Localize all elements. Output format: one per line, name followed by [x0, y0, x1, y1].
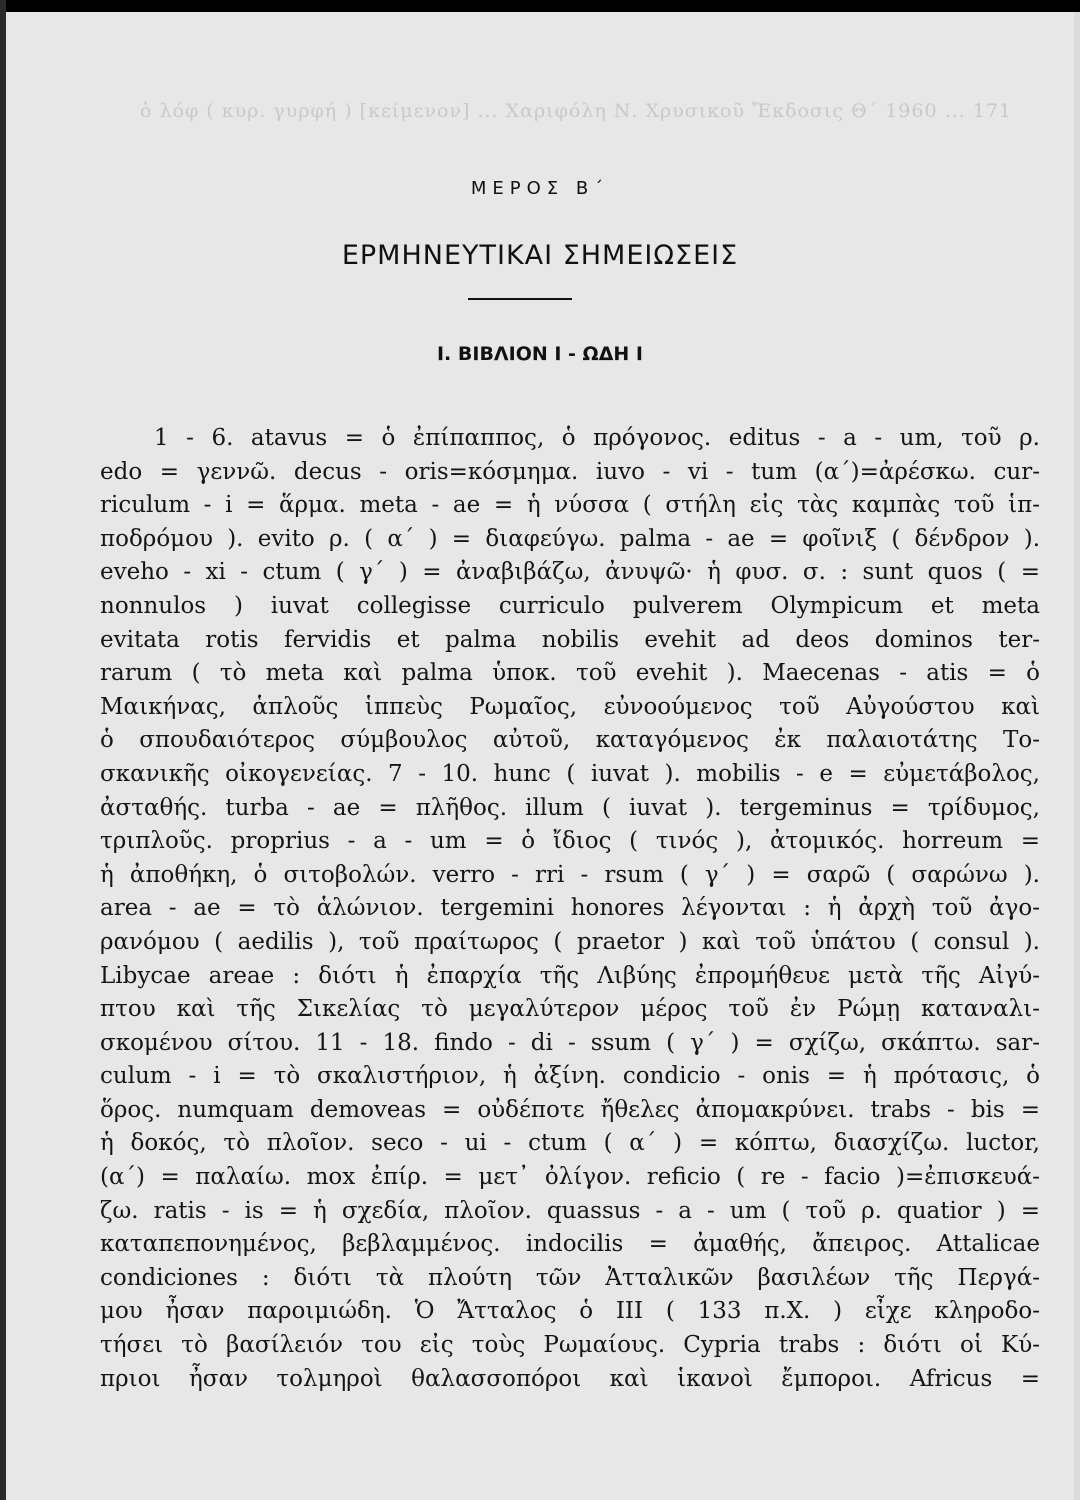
text-line: riculum - i = ἅρμα. meta - ae = ἡ νύσσα ( στήλη εἰς τὰς καμπὰς τοῦ ἱπ-	[100, 492, 1040, 519]
text-line: πτου καὶ τῆς Σικελίας τὸ μεγαλύτερον μέρος τοῦ ἐν Ρώμῃ καταναλι-	[100, 996, 1040, 1023]
text-line: nonnulos ) iuvat collegisse curriculo pulverem Olympicum et meta	[100, 592, 1040, 619]
text-line: ἡ ἀποθήκη, ὁ σιτοβολών. verro - rri - rsum ( γ΄ ) = σαρῶ ( σαρώνω ).	[100, 861, 1040, 888]
text-line: 1 - 6. atavus = ὁ ἐπίπαππος, ὁ πρόγονος. editus - a - um, τοῦ ρ.	[154, 425, 1040, 451]
text-line: τήσει τὸ βασίλειόν του εἰς τοὺς Ρωμαίους. Cypria trabs : διότι οἱ Κύ-	[100, 1332, 1040, 1359]
scan-top-edge	[0, 0, 1080, 12]
text-line: ζω. ratis - is = ἡ σχεδία, πλοῖον. quassus - a - um ( τοῦ ρ. quatior ) =	[100, 1197, 1040, 1224]
commentary-body	[100, 422, 1040, 1396]
text-line: σκανικῆς οἰκογενείας. 7 - 10. hunc ( iuvat ). mobilis - e = εὐμετάβολος,	[100, 760, 1040, 787]
text-line: ὅρος. numquam demoveas = οὐδέποτε ἤθελες ἀπομακρύνει. trabs - bis =	[100, 1096, 1040, 1123]
text-line: πριοι ἦσαν τολμηροὶ θαλασσοπόροι καὶ ἱκανοὶ ἔμποροι. Africus =	[100, 1365, 1040, 1392]
text-line: ἀσταθής. turba - ae = πλῆθος. illum ( iuvat ). tergeminus = τρίδυμος,	[100, 794, 1040, 821]
text-line: ἡ δοκός, τὸ πλοῖον. seco - ui - ctum ( α΄ ) = κόπτω, διασχίζω. luctor,	[100, 1130, 1040, 1157]
text-line: eveho - xi - ctum ( γ΄ ) = ἀναβιβάζω, ἀνυψῶ· ἡ φυσ. σ. : sunt quos ( =	[100, 559, 1040, 586]
part-title: ΜΕΡΟΣ Β΄	[470, 178, 610, 199]
text-line: ποδρόμου ). evito ρ. ( α΄ ) = διαφεύγω. palma - ae = φοῖνιξ ( δένδρον ).	[100, 525, 1040, 552]
section-title: Ι. ΒΙΒΛΙΟΝ Ι - ΩΔΗ Ι	[436, 343, 643, 365]
text-line: culum - i = τὸ σκαλιστήριον, ἡ ἀξίνη. condicio - onis = ἡ πρότασις, ὁ	[100, 1063, 1040, 1090]
main-title: ΕΡΜΗΝΕΥΤΙΚΑΙ ΣΗΜΕΙΩΣΕΙΣ	[341, 240, 739, 271]
text-line: area - ae = τὸ ἁλώνιον. tergemini honores λέγονται : ἡ ἀρχὴ τοῦ ἀγο-	[100, 895, 1040, 922]
text-line: condiciones : διότι τὰ πλούτη τῶν Ἀτταλικῶν βασιλέων τῆς Περγά-	[100, 1264, 1040, 1291]
title-divider	[468, 298, 572, 300]
text-line: Μαικήνας, ἁπλοῦς ἱππεὺς Ρωμαῖος, εὐνοούμενος τοῦ Αὐγούστου καὶ	[100, 693, 1040, 720]
text-line: edo = γεννῶ. decus - oris=κόσμημα. iuvo - vi - tum (α΄)=ἀρέσκω. cur-	[100, 458, 1040, 485]
text-line: ὁ σπουδαιότερος σύμβουλος αὐτοῦ, καταγόμενος ἐκ παλαιοτάτης Το-	[100, 727, 1040, 754]
bleed-through-text: ὁ λόφ ( κυρ. γυρφή ) [κείμενον] ... Χαριφόλη Ν. Χρυσικοῦ Ἔκδοσις Θ΄ 1960 ... 171	[140, 100, 1013, 122]
text-line: evitata rotis fervidis et palma nobilis evehit ad deos dominos ter-	[100, 626, 1040, 653]
text-line: Libycae areae : διότι ἡ ἐπαρχία τῆς Λιβύης ἐπρομήθευε μετὰ τῆς Αἰγύ-	[100, 962, 1040, 989]
text-line: καταπεπονημένος, βεβλαμμένος. indocilis = ἀμαθής, ἄπειρος. Attalicae	[100, 1231, 1040, 1258]
text-line: μου ἦσαν παροιμιώδη. Ὁ Ἄτταλος ὁ ΙΙΙ ( 133 π.Χ. ) εἶχε κληροδο-	[100, 1298, 1040, 1325]
text-line: (α΄) = παλαίω. mox ἐπίρ. = μετ᾽ ὀλίγον. reficio ( re - facio )=ἐπισκευά-	[100, 1164, 1040, 1191]
text-line: σκομένου σίτου. 11 - 18. findo - di - ssum ( γ΄ ) = σχίζω, σκάπτω. sar-	[100, 1029, 1040, 1056]
text-line: rarum ( τὸ meta καὶ palma ὑποκ. τοῦ evehit ). Maecenas - atis = ὁ	[100, 660, 1040, 687]
text-line: τριπλοῦς. proprius - a - um = ὁ ἴδιος ( τινός ), ἀτομικός. horreum =	[100, 828, 1040, 855]
text-line: ρανόμου ( aedilis ), τοῦ πραίτωρος ( praetor ) καὶ τοῦ ὑπάτου ( consul ).	[100, 928, 1040, 955]
